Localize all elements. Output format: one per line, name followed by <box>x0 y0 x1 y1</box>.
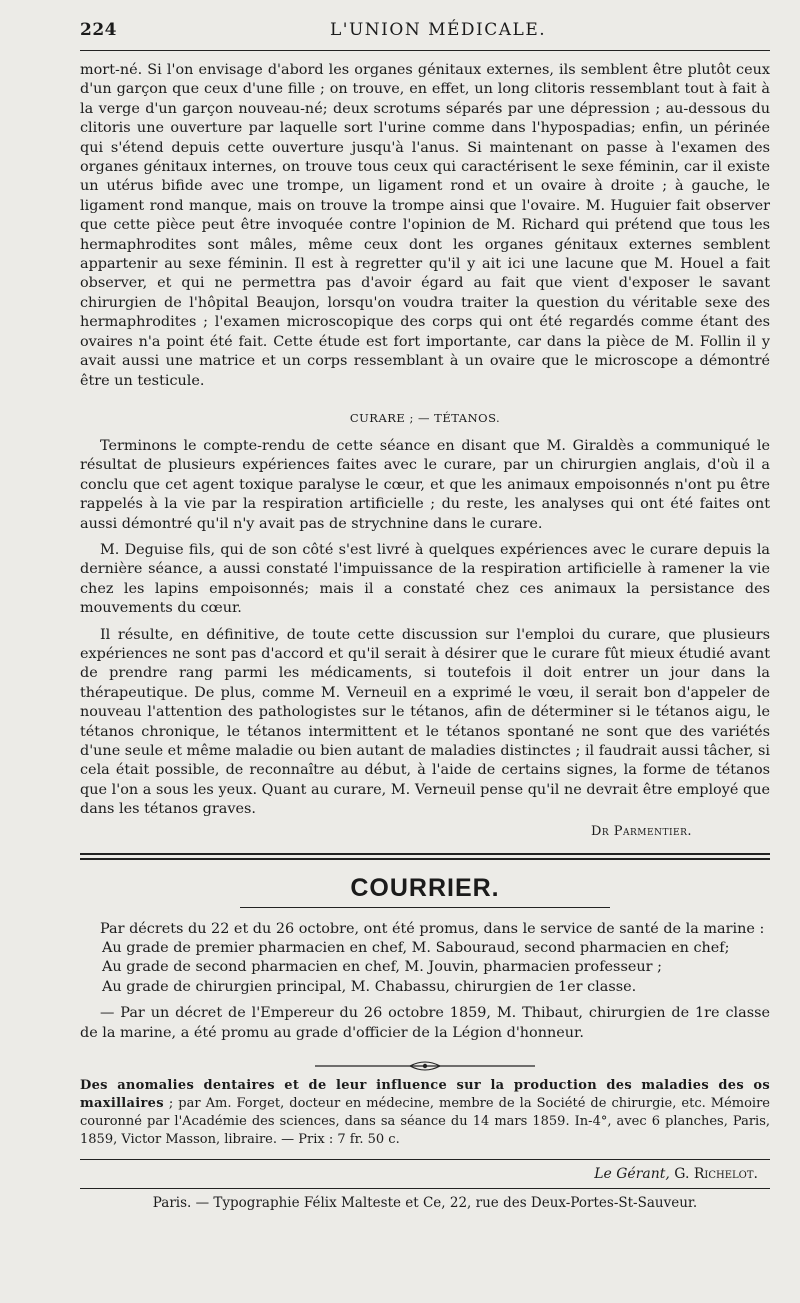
footer-rule <box>80 1188 770 1189</box>
running-title: L'UNION MÉDICALE. <box>330 20 547 40</box>
page-header <box>80 16 770 46</box>
gerant-name: G. Richelot. <box>674 1166 758 1183</box>
author-signature: Dr Parmentier. <box>590 823 692 839</box>
paragraph-conclusion: Il résulte, en définitive, de toute cette discussion sur l'emploi du curare, que plusieurs expériences ne sont pas d'accord et qu'il serait à désirer que le curare fût mieux étudié avant de prendre rang parmi les médicaments, si toutefois il doit entrer un jour dans la thérapeutique. De plus, comme M. Verneuil en a exprimé le vœu, il serait bon d'appeler de nouveau l'attention des pathologistes sur le tétanos, afin de déterminer si le tétanos aigu, le tétanos chronique, le tétanos intermittent et le tétanos spontané ne sont que des variétés d'une seule et même maladie ou bien autant de maladies distinctes ; il faudrait aussi tâcher, si cela était possible, de reconnaître au début, à l'aide de certains signes, la forme de tétanos que l'on a sous les yeux. Quant au curare, M. Verneuil pense qu'il ne devrait être employé que dans les tétanos graves. <box>80 626 770 818</box>
header-rule <box>80 50 770 51</box>
bibliography-notice <box>80 1077 770 1149</box>
courrier-underline <box>240 907 610 908</box>
printer-footer: Paris. — Typographie Félix Malteste et Ce, 22, rue des Deux-Portes-St-Sauveur. <box>152 1195 698 1212</box>
promotion-item-3: Au grade de chirurgien principal, M. Chabassu, chirurgien de 1er classe. <box>102 978 637 995</box>
book-details: ; par Am. Forget, docteur en médecine, membre de la Société de chirurgie, etc. Mémoire couronné par l'Académie des sciences, dans sa séance du 14 mars 1859. In-4°, avec 6 planches, Paris, 1859, Victor Masson, libraire. — Prix : 7 fr. 50 c. <box>80 1096 770 1148</box>
paragraph-curare-giraldes: Terminons le compte-rendu de cette séance en disant que M. Giraldès a communiqué le résultat de plusieurs expériences faites avec le curare, par un chirurgien anglais, d'où il a conclu que cet agent toxique paralyse le cœur, et que les animaux empoisonnés n'ont pu être rappelés à la vie par la respiration artificielle ; du reste, les analyses qui ont été faites ont aussi démontré qu'il n'y avait pas de strychnine dans le curare. <box>80 437 770 532</box>
section-divider <box>80 853 770 860</box>
promotion-item-2: Au grade de second pharmacien en chef, M. Jouvin, pharmacien professeur ; <box>102 959 662 976</box>
biblio-rule <box>80 1159 770 1160</box>
paragraph-hermaphrodite: mort-né. Si l'on envisage d'abord les organes génitaux externes, ils semblent être plutôt ceux d'un garçon que ceux d'une fille ; on trouve, en effet, un long clitoris ressemblant tout à fait à la verge d'un garçon nouveau-né; deux scrotums séparés par une dépression ; au-dessous du clitoris une ouverture par laquelle sort l'urine comme dans l'hypospadias; enfin, un périnée qui s'étend depuis cette ouverture jusqu'à l'anus. Si maintenant on passe à l'examen des organes génitaux internes, on trouve tous ceux qui caractérisent le sexe féminin, car il existe un utérus bifide avec une trompe, un ligament rond et un ovaire à droite ; à gauche, le ligament rond manque, mais on trouve la trompe ainsi que l'ovaire. M. Huguier fait observer que cette pièce peut être invoquée contre l'opinion de M. Richard qui prétend que tous les hermaphrodites sont mâles, même ceux dont les organes génitaux externes semblent appartenir au sexe féminin. Il est à regretter qu'il y ait ici une lacune que M. Houel a fait observer, et qui ne permettra pas d'avoir égard au fait que vient d'exposer le savant chirurgien de l'hôpital Beaujon, lorsqu'on voudra traiter la question du véritable sexe des hermaphrodites ; l'examen microscopique des corps qui ont été regardés comme étant des ovaires n'a point été fait. Cette étude est fort importante, car dans la pièce de M. Follin il y avait aussi une matrice et un corps ressemblant à un ovaire que le microscope a démontré être un testicule. <box>80 62 770 389</box>
page-number: 224 <box>80 20 117 40</box>
gerant-label: Le Gérant, <box>594 1166 670 1183</box>
courrier-intro: Par décrets du 22 et du 26 octobre, ont été promus, dans le service de santé de la marine : <box>100 920 765 937</box>
book-title: Des anomalies dentaires et de leur influence sur la production des maladies des os maxillaires <box>80 1078 770 1112</box>
gerant-line <box>80 1166 758 1182</box>
ornament-icon <box>315 1060 535 1072</box>
ornament-divider <box>80 1057 770 1069</box>
courrier-decree: — Par un décret de l'Empereur du 26 octobre 1859, M. Thibaut, chirurgien de 1re classe de la marine, a été promu au grade d'officier de la Légion d'honneur. <box>80 1005 770 1041</box>
paragraph-curare-deguise: M. Deguise fils, qui de son côté s'est livré à quelques expériences avec le curare depuis la dernière séance, a aussi constaté l'impuissance de la respiration artificielle à ramener la vie chez les lapins empoisonnés; mais il a constaté chez ces animaux la persistance des mouvements du cœur. <box>80 541 770 617</box>
courrier-heading: COURRIER. <box>350 873 500 902</box>
promotion-item-1: Au grade de premier pharmacien en chef, M. Sabouraud, second pharmacien en chef; <box>102 940 730 957</box>
section-title: CURARE ; — TÉTANOS. <box>349 410 501 425</box>
